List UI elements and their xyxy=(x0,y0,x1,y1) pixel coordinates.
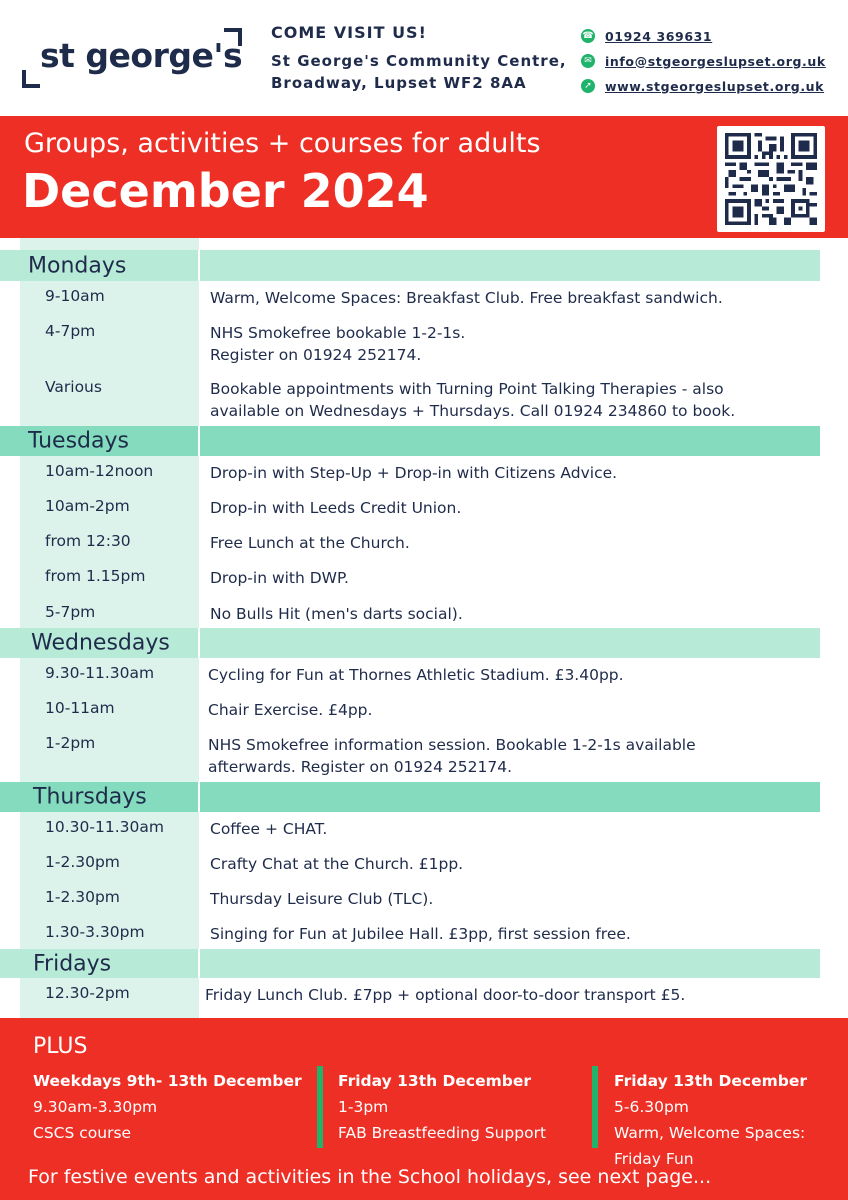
row-time: 1-2pm xyxy=(45,734,96,752)
website-link[interactable]: www.stgeorgeslupset.org.uk xyxy=(605,78,825,94)
address xyxy=(271,50,567,94)
row-time: 10am-2pm xyxy=(45,497,130,515)
row-description-line: NHS Smokefree bookable 1-2-1s. xyxy=(210,324,466,342)
row-time: 10.30-11.30am xyxy=(45,818,164,836)
plus-column-heading: Friday 13th December xyxy=(338,1072,532,1090)
day-header-divider xyxy=(198,782,200,812)
plus-column-line: Friday Fun xyxy=(614,1150,694,1168)
qr-code[interactable] xyxy=(717,126,825,232)
day-header-divider xyxy=(198,426,200,456)
plus-column-line: 1-3pm xyxy=(338,1098,389,1116)
row-description: No Bulls Hit (men's darts social). xyxy=(210,605,463,623)
row-description: Free Lunch at the Church. xyxy=(210,534,410,552)
next-page-note: For festive events and activities in the School holidays, see next page... xyxy=(28,1166,712,1188)
phone-link[interactable]: 01924 369631 xyxy=(605,28,713,44)
row-description xyxy=(210,378,830,422)
address-line-1: St George's Community Centre, xyxy=(271,52,567,70)
visit-block xyxy=(271,23,567,94)
plus-column-line: CSCS course xyxy=(33,1124,132,1142)
plus-column-1 xyxy=(33,1068,302,1146)
plus-heading: PLUS xyxy=(33,1034,88,1059)
row-description-line: Bookable appointments with Turning Point Talking Therapies - also xyxy=(210,380,724,398)
row-description: Drop-in with Leeds Credit Union. xyxy=(210,499,462,517)
row-time: 1-2.30pm xyxy=(45,888,120,906)
day-header-divider xyxy=(198,628,200,658)
row-description: Chair Exercise. £4pp. xyxy=(208,701,373,719)
day-header-monday xyxy=(0,250,848,281)
contacts xyxy=(581,24,826,99)
plus-column-line: 5-6.30pm xyxy=(614,1098,689,1116)
email-link[interactable]: info@stgeorgeslupset.org.uk xyxy=(605,53,826,69)
day-header-friday xyxy=(0,949,848,978)
banner-title: December 2024 xyxy=(22,164,429,218)
phone-icon: ☎ xyxy=(582,31,594,41)
day-header-fill xyxy=(0,949,820,978)
schedule xyxy=(0,238,848,1018)
row-description: Crafty Chat at the Church. £1pp. xyxy=(210,855,464,873)
row-time: from 1.15pm xyxy=(45,567,146,585)
row-description-line: NHS Smokefree information session. Bookable 1-2-1s available xyxy=(208,736,696,754)
plus-column-3 xyxy=(614,1068,807,1172)
contact-email[interactable] xyxy=(581,49,826,73)
plus-column-line: FAB Breastfeeding Support xyxy=(338,1124,547,1142)
row-description-line: afterwards. Register on 01924 252174. xyxy=(208,758,513,776)
row-time: 12.30-2pm xyxy=(45,984,130,1002)
day-name: Thursdays xyxy=(33,784,147,810)
row-description: Drop-in with DWP. xyxy=(210,569,349,587)
logo-text: st george's xyxy=(40,36,243,75)
title-banner xyxy=(0,116,848,238)
row-time: 10-11am xyxy=(45,699,115,717)
row-time: from 12:30 xyxy=(45,532,131,550)
logo-bracket-bottom-left xyxy=(22,70,40,88)
day-name: Fridays xyxy=(33,951,112,976)
row-time: 1.30-3.30pm xyxy=(45,923,145,941)
row-description xyxy=(208,734,828,778)
row-time: 9-10am xyxy=(45,287,105,305)
day-name: Tuesdays xyxy=(28,428,129,454)
row-description-line: available on Wednesdays + Thursdays. Call 01924 234860 to book. xyxy=(210,402,736,420)
row-time: Various xyxy=(45,378,102,396)
row-time: 4-7pm xyxy=(45,322,96,340)
row-time: 10am-12noon xyxy=(45,462,154,480)
day-header-tuesday xyxy=(0,426,848,456)
day-name: Wednesdays xyxy=(31,630,170,656)
row-description: Friday Lunch Club. £7pp + optional door-to-door transport £5. xyxy=(205,986,686,1004)
header xyxy=(0,0,848,116)
qr-code-graphic xyxy=(724,133,818,225)
row-description: Warm, Welcome Spaces: Breakfast Club. Free breakfast sandwich. xyxy=(210,289,723,307)
day-header-thursday xyxy=(0,782,848,812)
plus-column-line: 9.30am-3.30pm xyxy=(33,1098,158,1116)
row-description: Singing for Fun at Jubilee Hall. £3pp, first session free. xyxy=(210,925,631,943)
logo xyxy=(22,28,242,88)
footer-plus xyxy=(0,1018,848,1200)
day-name: Mondays xyxy=(28,253,127,278)
banner-subtitle: Groups, activities + courses for adults xyxy=(24,128,541,159)
plus-column-line: Warm, Welcome Spaces: xyxy=(614,1124,806,1142)
plus-column-heading: Friday 13th December xyxy=(614,1072,808,1090)
row-description xyxy=(210,322,830,366)
row-time: 1-2.30pm xyxy=(45,853,120,871)
row-description: Cycling for Fun at Thornes Athletic Stadium. £3.40pp. xyxy=(208,666,624,684)
day-header-wednesday xyxy=(0,628,848,658)
row-time: 5-7pm xyxy=(45,603,96,621)
day-header-divider xyxy=(198,250,200,281)
contact-phone[interactable] xyxy=(581,24,826,48)
row-description: Thursday Leisure Club (TLC). xyxy=(210,890,434,908)
day-header-divider xyxy=(198,949,200,978)
contact-website[interactable] xyxy=(581,74,826,98)
row-description: Drop-in with Step-Up + Drop-in with Citizens Advice. xyxy=(210,464,618,482)
plus-column-2 xyxy=(338,1068,546,1146)
row-description: Coffee + CHAT. xyxy=(210,820,328,838)
address-line-2: Broadway, Lupset WF2 8AA xyxy=(271,74,527,92)
plus-column-heading: Weekdays 9th- 13th December xyxy=(33,1072,302,1090)
row-description-line: Register on 01924 252174. xyxy=(210,346,422,364)
green-divider xyxy=(592,1066,598,1148)
visit-title: COME VISIT US! xyxy=(271,23,427,42)
row-time: 9.30-11.30am xyxy=(45,664,155,682)
green-divider xyxy=(317,1066,323,1148)
email-icon: ✉ xyxy=(581,54,595,68)
web-arrow-icon: ➚ xyxy=(581,79,595,93)
